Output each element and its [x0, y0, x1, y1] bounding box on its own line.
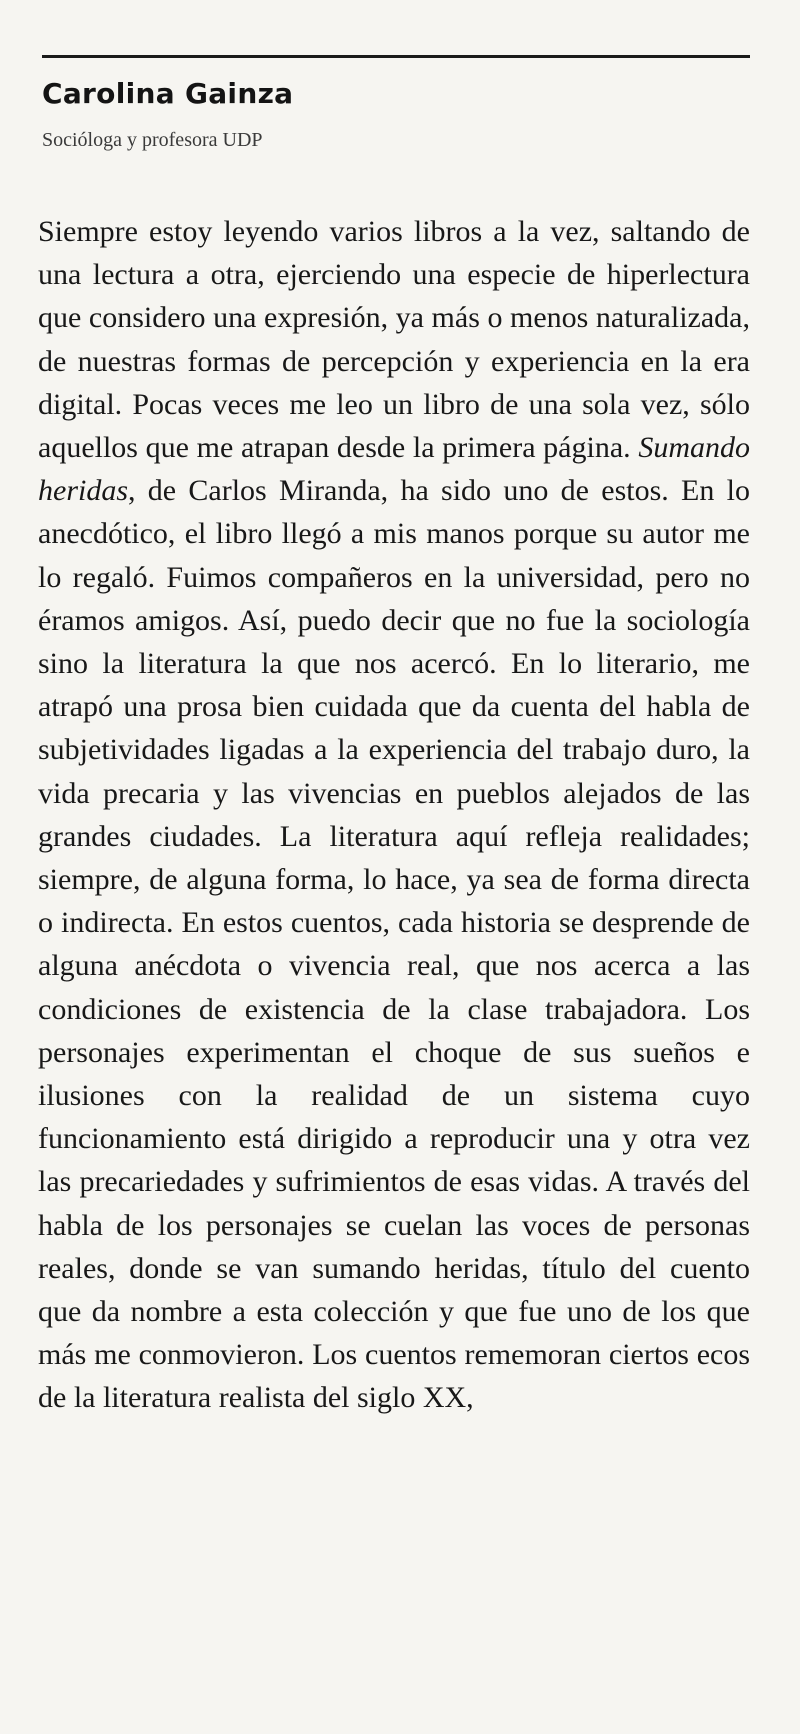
top-divider-rule — [42, 55, 750, 58]
article-body — [38, 210, 750, 1420]
author-role: Socióloga y profesora UDP — [42, 129, 263, 151]
body-text-continued: , de Carlos Miranda, ha sido uno de estos. En lo anecdótico, el libro llegó a mis manos porque su autor me lo regaló. Fuimos compañeros en la universidad, pero no éramos amigos. Así, puedo decir que no fue la sociología sino la literatura la que nos acercó. En lo literario, me atrapó una prosa bien cuidada que da cuenta del habla de subjetividades ligadas a la experiencia del trabajo duro, la vida precaria y las vivencias en pueblos alejados de las grandes ciudades. La literatura aquí refleja realidades; siempre, de alguna forma, lo hace, ya sea de forma directa o indirecta. En estos cuentos, cada historia se desprende de alguna anécdota o vivencia real, que nos acerca a las condiciones de existencia de la clase trabajadora. Los personajes experimentan el choque de sus sueños e ilusiones con la realidad de un sistema cuyo funcionamiento está dirigido a reproducir una y otra vez las precariedades y sufrimientos de esas vidas. A través del habla de los personajes se cuelan las voces de personas reales, donde se van sumando heridas, título del cuento que da nombre a esta colección y que fue uno de los que más me conmovieron. Los cuentos rememoran ciertos ecos de la literatura realista del siglo XX, — [38, 474, 750, 1415]
book-title: Sumando heridas — [38, 431, 750, 508]
author-name: Carolina Gainza — [42, 77, 294, 110]
body-text-intro: Siempre estoy leyendo varios libros a la vez, saltando de una lectura a otra, ejerciendo una especie de hiperlectura que considero una expresión, ya más o menos naturalizada, de nuestras formas de percepción y experiencia en la era digital. Pocas veces me leo un libro de una sola vez, sólo aquellos que me atrapan desde la primera página. — [38, 215, 750, 465]
